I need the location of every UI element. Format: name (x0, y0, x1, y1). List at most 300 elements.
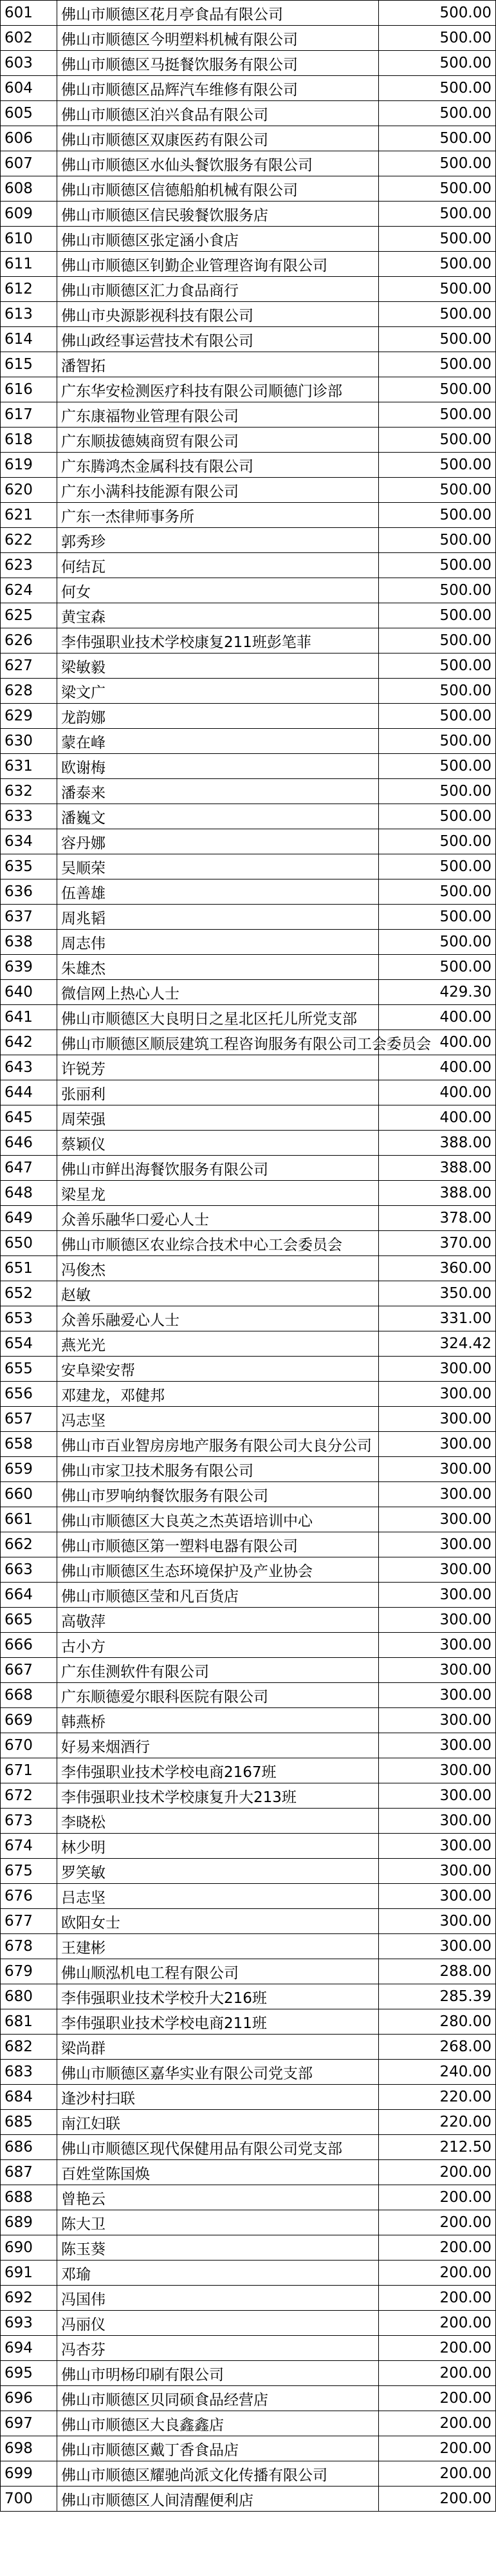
row-number: 668 (1, 1683, 57, 1708)
table-row (1, 327, 496, 352)
row-number: 682 (1, 2035, 57, 2060)
donation-amount: 500.00 (379, 754, 496, 779)
table-row (1, 980, 496, 1005)
donation-amount: 300.00 (379, 1834, 496, 1859)
row-number: 691 (1, 2261, 57, 2286)
donor-name: 佛山市顺德区信民骏餐饮服务店 (57, 202, 379, 227)
table-row (1, 2286, 496, 2311)
donation-amount: 500.00 (379, 176, 496, 202)
table-row (1, 1758, 496, 1783)
row-number: 674 (1, 1834, 57, 1859)
row-number: 617 (1, 402, 57, 428)
donation-amount: 500.00 (379, 804, 496, 829)
row-number: 673 (1, 1809, 57, 1834)
donor-name: 佛山市央源影视科技有限公司 (57, 302, 379, 327)
table-row (1, 1859, 496, 1884)
row-number: 670 (1, 1733, 57, 1758)
donation-amount: 200.00 (379, 2311, 496, 2336)
donor-name: 黄宝森 (57, 603, 379, 628)
row-number: 636 (1, 879, 57, 905)
donation-amount: 500.00 (379, 955, 496, 980)
row-number: 666 (1, 1633, 57, 1658)
donation-amount: 500.00 (379, 578, 496, 603)
donation-amount: 300.00 (379, 1783, 496, 1809)
donation-amount: 500.00 (379, 653, 496, 679)
donation-amount: 400.00 (379, 1030, 496, 1055)
row-number: 695 (1, 2361, 57, 2386)
donation-amount: 300.00 (379, 1859, 496, 1884)
row-number: 601 (1, 1, 57, 26)
row-number: 671 (1, 1758, 57, 1783)
row-number: 613 (1, 302, 57, 327)
donation-amount: 500.00 (379, 453, 496, 478)
row-number: 630 (1, 729, 57, 754)
row-number: 620 (1, 478, 57, 503)
donor-name: 李伟强职业技术学校电商211班 (57, 2009, 379, 2035)
table-row (1, 1231, 496, 1256)
table-row (1, 2160, 496, 2185)
donation-amount: 500.00 (379, 879, 496, 905)
row-number: 605 (1, 101, 57, 126)
table-row (1, 704, 496, 729)
donor-name: 佛山市家卫技术服务有限公司 (57, 1457, 379, 1482)
donation-amount: 200.00 (379, 2185, 496, 2210)
table-row (1, 1005, 496, 1030)
table-row (1, 2261, 496, 2286)
donation-amount: 220.00 (379, 2110, 496, 2135)
table-row (1, 1683, 496, 1708)
donation-amount: 500.00 (379, 151, 496, 176)
row-number: 640 (1, 980, 57, 1005)
donor-name: 南江妇联 (57, 2110, 379, 2135)
donor-name: 梁尚群 (57, 2035, 379, 2060)
donation-amount: 500.00 (379, 930, 496, 955)
row-number: 658 (1, 1432, 57, 1457)
donor-name: 佛山市顺德区花月亭食品有限公司 (57, 1, 379, 26)
donor-name: 张丽利 (57, 1080, 379, 1105)
donation-amount: 370.00 (379, 1231, 496, 1256)
donation-amount: 500.00 (379, 603, 496, 628)
donation-amount: 500.00 (379, 679, 496, 704)
donation-amount: 500.00 (379, 428, 496, 453)
donation-amount: 500.00 (379, 76, 496, 101)
table-row (1, 453, 496, 478)
donation-amount: 500.00 (379, 1, 496, 26)
table-row (1, 51, 496, 76)
table-row (1, 729, 496, 754)
donation-amount: 300.00 (379, 1758, 496, 1783)
donation-amount: 300.00 (379, 1809, 496, 1834)
donation-amount: 200.00 (379, 2286, 496, 2311)
donation-amount: 350.00 (379, 1281, 496, 1306)
donor-name: 梁敏毅 (57, 653, 379, 679)
donor-name: 潘巍文 (57, 804, 379, 829)
table-row (1, 905, 496, 930)
row-number: 612 (1, 277, 57, 302)
donation-amount: 300.00 (379, 1708, 496, 1733)
table-row (1, 1934, 496, 1959)
donor-name: 广东康福物业管理有限公司 (57, 402, 379, 428)
donation-amount: 400.00 (379, 1105, 496, 1131)
table-row (1, 1608, 496, 1633)
donor-name: 佛山市顺德区第一塑料电器有限公司 (57, 1532, 379, 1557)
donor-name: 佛山市顺德区大良鑫鑫店 (57, 2411, 379, 2436)
row-number: 623 (1, 553, 57, 578)
donor-name: 佛山市顺德区莹和凡百货店 (57, 1583, 379, 1608)
donor-name: 佛山市顺德区双康医药有限公司 (57, 126, 379, 151)
donor-name: 何结瓦 (57, 553, 379, 578)
donation-amount: 500.00 (379, 905, 496, 930)
row-number: 615 (1, 352, 57, 377)
row-number: 689 (1, 2210, 57, 2235)
row-number: 614 (1, 327, 57, 352)
donation-amount: 400.00 (379, 1055, 496, 1080)
donor-name: 微信网上热心人士 (57, 980, 379, 1005)
row-number: 621 (1, 503, 57, 528)
donor-name: 冯杏芬 (57, 2336, 379, 2361)
donation-amount: 400.00 (379, 1005, 496, 1030)
row-number: 634 (1, 829, 57, 854)
row-number: 639 (1, 955, 57, 980)
donation-amount: 300.00 (379, 1532, 496, 1557)
donation-amount: 200.00 (379, 2461, 496, 2487)
table-row (1, 151, 496, 176)
row-number: 665 (1, 1608, 57, 1633)
table-row (1, 1633, 496, 1658)
table-row (1, 1984, 496, 2009)
donation-amount: 500.00 (379, 503, 496, 528)
row-number: 655 (1, 1357, 57, 1382)
table-row (1, 2461, 496, 2487)
row-number: 608 (1, 176, 57, 202)
row-number: 663 (1, 1557, 57, 1583)
donation-amount: 388.00 (379, 1156, 496, 1181)
table-row (1, 1708, 496, 1733)
table-row (1, 779, 496, 804)
donor-name: 潘智拓 (57, 352, 379, 377)
row-number: 603 (1, 51, 57, 76)
donation-amount: 220.00 (379, 2085, 496, 2110)
donation-amount: 300.00 (379, 1482, 496, 1507)
donation-amount: 200.00 (379, 2235, 496, 2261)
row-number: 690 (1, 2235, 57, 2261)
table-row (1, 754, 496, 779)
donor-name: 佛山政经事运营技术有限公司 (57, 327, 379, 352)
donor-name: 众善乐融爱心人士 (57, 1306, 379, 1331)
donor-name: 佛山市鲜出海餐饮服务有限公司 (57, 1156, 379, 1181)
row-number: 662 (1, 1532, 57, 1557)
table-row (1, 930, 496, 955)
donor-name: 罗笑敏 (57, 1859, 379, 1884)
donation-amount: 300.00 (379, 1557, 496, 1583)
donor-name: 佛山市顺德区耀驰尚派文化传播有限公司 (57, 2461, 379, 2487)
donor-name: 王建彬 (57, 1934, 379, 1959)
donation-amount: 500.00 (379, 227, 496, 252)
donor-name: 广东顺拔德姨商贸有限公司 (57, 428, 379, 453)
donor-name: 周志伟 (57, 930, 379, 955)
donation-amount: 500.00 (379, 377, 496, 402)
donor-name: 广东华安检测医疗科技有限公司顺德门诊部 (57, 377, 379, 402)
donation-amount: 500.00 (379, 327, 496, 352)
row-number: 607 (1, 151, 57, 176)
donor-name: 许锐芳 (57, 1055, 379, 1080)
donor-name: 佛山市顺德区顺辰建筑工程咨询服务有限公司工会委员会 (57, 1030, 379, 1055)
row-number: 649 (1, 1206, 57, 1231)
row-number: 628 (1, 679, 57, 704)
table-row (1, 76, 496, 101)
row-number: 669 (1, 1708, 57, 1733)
table-row (1, 428, 496, 453)
table-row (1, 402, 496, 428)
row-number: 622 (1, 528, 57, 553)
donor-name: 佛山市顺德区信德船舶机械有限公司 (57, 176, 379, 202)
table-row (1, 352, 496, 377)
table-row (1, 829, 496, 854)
donation-amount: 200.00 (379, 2487, 496, 2512)
donation-amount: 300.00 (379, 1909, 496, 1934)
row-number: 693 (1, 2311, 57, 2336)
table-row (1, 679, 496, 704)
donation-amount: 200.00 (379, 2361, 496, 2386)
row-number: 661 (1, 1507, 57, 1532)
donation-amount: 300.00 (379, 1608, 496, 1633)
row-number: 699 (1, 2461, 57, 2487)
row-number: 641 (1, 1005, 57, 1030)
donation-amount: 388.00 (379, 1181, 496, 1206)
table-row (1, 1834, 496, 1859)
donor-name: 佛山市顺德区大良英之杰英语培训中心 (57, 1507, 379, 1532)
donor-name: 佛山市顺德区泊兴食品有限公司 (57, 101, 379, 126)
table-row (1, 1432, 496, 1457)
donation-amount: 300.00 (379, 1934, 496, 1959)
donor-name: 广东腾鸿杰金属科技有限公司 (57, 453, 379, 478)
row-number: 619 (1, 453, 57, 478)
row-number: 618 (1, 428, 57, 453)
row-number: 616 (1, 377, 57, 402)
donation-amount: 500.00 (379, 478, 496, 503)
table-row (1, 202, 496, 227)
donation-amount: 500.00 (379, 729, 496, 754)
table-row (1, 1256, 496, 1281)
table-row (1, 1331, 496, 1357)
table-row (1, 1156, 496, 1181)
donor-name: 李晓松 (57, 1809, 379, 1834)
table-row (1, 2035, 496, 2060)
donor-name: 佛山市顺德区农业综合技术中心工会委员会 (57, 1231, 379, 1256)
donor-name: 佛山市百业智房房地产服务有限公司大良分公司 (57, 1432, 379, 1457)
table-row (1, 1, 496, 26)
row-number: 653 (1, 1306, 57, 1331)
table-row (1, 126, 496, 151)
row-number: 656 (1, 1382, 57, 1407)
table-row (1, 478, 496, 503)
row-number: 642 (1, 1030, 57, 1055)
donor-name: 伍善雄 (57, 879, 379, 905)
donor-name: 曾艳云 (57, 2185, 379, 2210)
table-row (1, 2235, 496, 2261)
table-row (1, 2436, 496, 2461)
donor-name: 潘泰来 (57, 779, 379, 804)
table-row (1, 1206, 496, 1231)
row-number: 680 (1, 1984, 57, 2009)
donor-name: 佛山市顺德区钊勤企业管理咨询有限公司 (57, 252, 379, 277)
donation-amount: 331.00 (379, 1306, 496, 1331)
donation-amount: 500.00 (379, 101, 496, 126)
donor-name: 佛山市顺德区大良明日之星北区托儿所党支部 (57, 1005, 379, 1030)
row-number: 675 (1, 1859, 57, 1884)
table-row (1, 2487, 496, 2512)
table-row (1, 26, 496, 51)
row-number: 683 (1, 2060, 57, 2085)
donor-name: 冯丽仪 (57, 2311, 379, 2336)
donation-amount: 500.00 (379, 779, 496, 804)
table-row (1, 1281, 496, 1306)
table-row (1, 2009, 496, 2035)
donation-amount: 300.00 (379, 1658, 496, 1683)
row-number: 633 (1, 804, 57, 829)
donation-amount: 200.00 (379, 2411, 496, 2436)
donation-amount: 360.00 (379, 1256, 496, 1281)
donor-name: 冯俊杰 (57, 1256, 379, 1281)
donor-name: 佛山市顺德区品辉汽车维修有限公司 (57, 76, 379, 101)
row-number: 677 (1, 1909, 57, 1934)
donation-amount: 324.42 (379, 1331, 496, 1357)
donation-amount: 300.00 (379, 1583, 496, 1608)
row-number: 654 (1, 1331, 57, 1357)
row-number: 611 (1, 252, 57, 277)
table-row (1, 2060, 496, 2085)
table-row (1, 955, 496, 980)
donor-name: 安阜梁安帮 (57, 1357, 379, 1382)
donation-amount: 500.00 (379, 829, 496, 854)
table-row (1, 302, 496, 327)
donor-name: 冯志坚 (57, 1407, 379, 1432)
row-number: 650 (1, 1231, 57, 1256)
donor-name: 佛山市顺德区人间清醒便利店 (57, 2487, 379, 2512)
donor-name: 佛山市顺德区张定涵小食店 (57, 227, 379, 252)
table-row (1, 854, 496, 879)
row-number: 686 (1, 2135, 57, 2160)
donor-name: 佛山市顺德区马挺餐饮服务有限公司 (57, 51, 379, 76)
table-row (1, 1482, 496, 1507)
donor-name: 龙韵娜 (57, 704, 379, 729)
table-row (1, 879, 496, 905)
row-number: 606 (1, 126, 57, 151)
donation-amount: 200.00 (379, 2210, 496, 2235)
row-number: 688 (1, 2185, 57, 2210)
row-number: 638 (1, 930, 57, 955)
table-row (1, 2336, 496, 2361)
donor-name: 李伟强职业技术学校康复升大213班 (57, 1783, 379, 1809)
donation-amount: 280.00 (379, 2009, 496, 2035)
table-row (1, 101, 496, 126)
donor-name: 林少明 (57, 1834, 379, 1859)
row-number: 635 (1, 854, 57, 879)
donor-name: 梁文广 (57, 679, 379, 704)
donor-name: 广东一杰律师事务所 (57, 503, 379, 528)
donation-amount: 300.00 (379, 1357, 496, 1382)
table-body (1, 1, 496, 2512)
table-row (1, 2110, 496, 2135)
table-row (1, 1532, 496, 1557)
table-row (1, 1557, 496, 1583)
table-row (1, 528, 496, 553)
row-number: 687 (1, 2160, 57, 2185)
table-row (1, 2311, 496, 2336)
row-number: 664 (1, 1583, 57, 1608)
table-row (1, 2210, 496, 2235)
table-row (1, 1809, 496, 1834)
donor-name: 郭秀珍 (57, 528, 379, 553)
donation-amount: 200.00 (379, 2386, 496, 2411)
donor-name: 邓建龙，邓健邦 (57, 1382, 379, 1407)
row-number: 700 (1, 2487, 57, 2512)
donor-name: 佛山市罗响纳餐饮服务有限公司 (57, 1482, 379, 1507)
donation-amount: 500.00 (379, 704, 496, 729)
donation-amount: 268.00 (379, 2035, 496, 2060)
table-row (1, 1884, 496, 1909)
donor-name: 广东顺德爱尔眼科医院有限公司 (57, 1683, 379, 1708)
donor-name: 百姓堂陈国焕 (57, 2160, 379, 2185)
donor-name: 蒙在峰 (57, 729, 379, 754)
donor-name: 佛山市顺德区嘉华实业有限公司党支部 (57, 2060, 379, 2085)
row-number: 609 (1, 202, 57, 227)
table-row (1, 2185, 496, 2210)
table-row (1, 553, 496, 578)
table-row (1, 804, 496, 829)
row-number: 627 (1, 653, 57, 679)
donation-amount: 300.00 (379, 1407, 496, 1432)
row-number: 694 (1, 2336, 57, 2361)
row-number: 624 (1, 578, 57, 603)
donor-name: 佛山市顺德区戴丁香食品店 (57, 2436, 379, 2461)
donor-name: 冯国伟 (57, 2286, 379, 2311)
donation-amount: 500.00 (379, 628, 496, 653)
donor-name: 广东小满科技能源有限公司 (57, 478, 379, 503)
row-number: 698 (1, 2436, 57, 2461)
table-row (1, 1105, 496, 1131)
table-row (1, 1783, 496, 1809)
donation-amount: 300.00 (379, 1382, 496, 1407)
table-row (1, 1306, 496, 1331)
row-number: 692 (1, 2286, 57, 2311)
row-number: 646 (1, 1131, 57, 1156)
donor-name: 佛山顺泓机电工程有限公司 (57, 1959, 379, 1984)
table-row (1, 1733, 496, 1758)
row-number: 647 (1, 1156, 57, 1181)
donor-name: 佛山市顺德区水仙头餐饮服务有限公司 (57, 151, 379, 176)
donor-name: 周荣强 (57, 1105, 379, 1131)
donor-name: 梁星龙 (57, 1181, 379, 1206)
donor-name: 欧谢梅 (57, 754, 379, 779)
row-number: 625 (1, 603, 57, 628)
donor-name: 众善乐融华口爱心人士 (57, 1206, 379, 1231)
table-row (1, 1507, 496, 1532)
table-row (1, 653, 496, 679)
donor-name: 高敬萍 (57, 1608, 379, 1633)
donation-amount: 388.00 (379, 1131, 496, 1156)
donor-name: 佛山市顺德区汇力食品商行 (57, 277, 379, 302)
row-number: 685 (1, 2110, 57, 2135)
donation-amount: 500.00 (379, 126, 496, 151)
row-number: 631 (1, 754, 57, 779)
donation-amount: 500.00 (379, 202, 496, 227)
donation-amount: 200.00 (379, 2160, 496, 2185)
row-number: 678 (1, 1934, 57, 1959)
donation-amount: 500.00 (379, 277, 496, 302)
row-number: 652 (1, 1281, 57, 1306)
table-row (1, 2085, 496, 2110)
